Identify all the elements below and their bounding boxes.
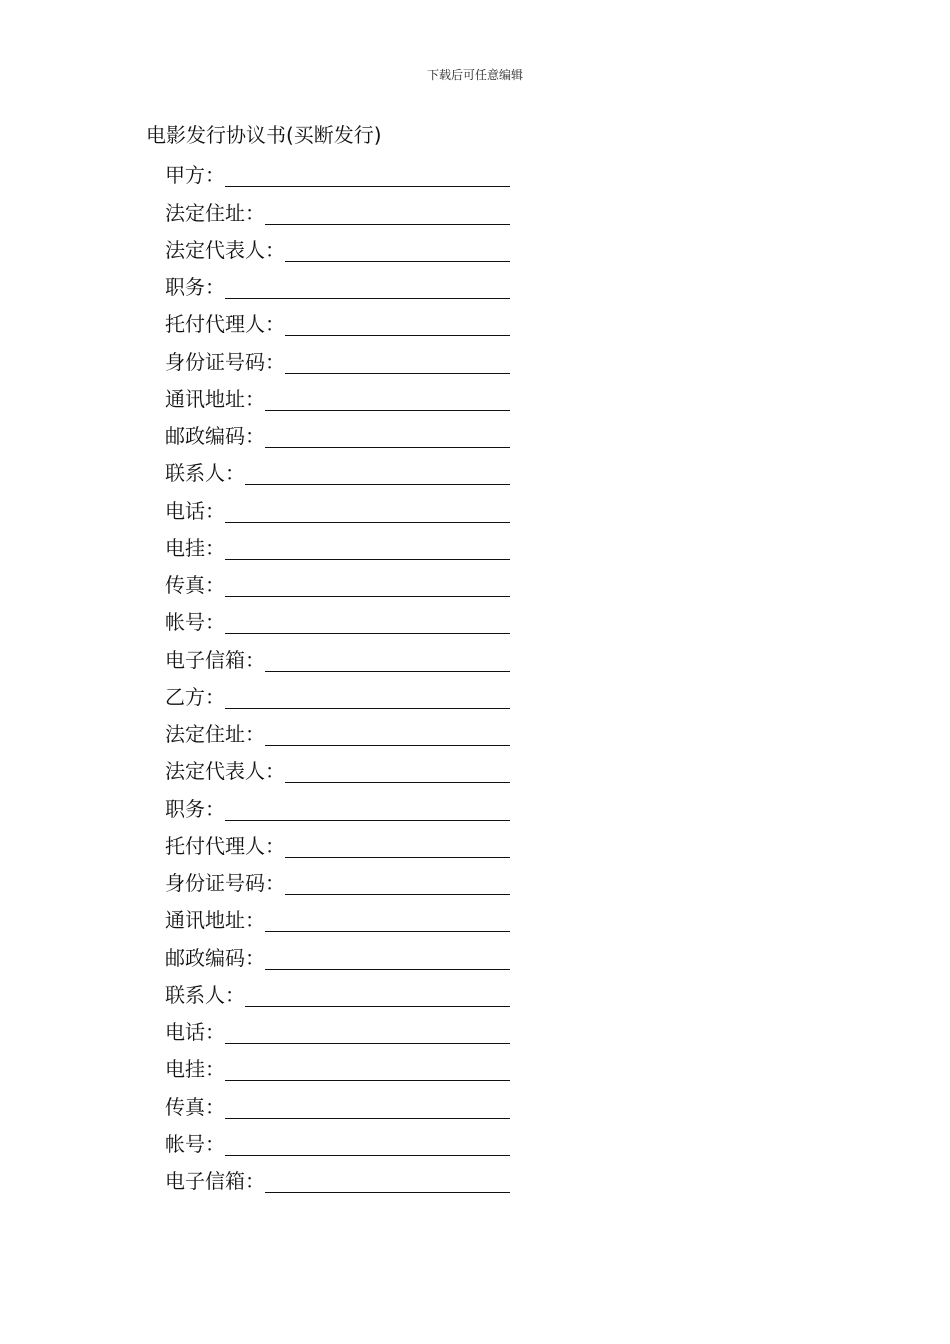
field-label: 邮政编码： <box>165 424 265 448</box>
party-a-contact-field <box>165 453 510 490</box>
fill-in-blank[interactable] <box>265 945 510 970</box>
field-label: 职务： <box>165 275 225 299</box>
field-label: 帐号： <box>165 610 225 635</box>
fill-in-blank[interactable] <box>285 349 510 374</box>
fill-in-blank[interactable] <box>225 535 510 560</box>
field-label: 联系人： <box>165 982 245 1007</box>
field-label: 帐号： <box>165 1131 225 1156</box>
party-b-contact-field <box>165 975 510 1012</box>
party-a-phone-field <box>165 490 510 527</box>
party-a-section <box>165 155 510 677</box>
fill-in-blank[interactable] <box>225 274 510 299</box>
field-label: 电子信箱： <box>165 647 265 672</box>
party-b-fax-field <box>165 1086 510 1123</box>
party-a-telegram-field <box>165 528 510 565</box>
fill-in-blank[interactable] <box>285 758 510 783</box>
party-a-position-field <box>165 267 510 304</box>
fill-in-blank[interactable] <box>265 386 510 411</box>
fill-in-blank[interactable] <box>245 460 510 485</box>
field-label: 传真： <box>165 573 225 597</box>
fill-in-blank[interactable] <box>265 647 510 672</box>
field-label: 职务： <box>165 796 225 821</box>
field-label: 身份证号码： <box>165 871 285 895</box>
party-a-address-field <box>165 192 510 229</box>
field-label: 电话： <box>165 498 225 523</box>
fill-in-blank[interactable] <box>285 833 510 858</box>
party-a-id-number-field <box>165 341 510 378</box>
field-label: 乙方： <box>165 684 225 709</box>
party-b-legal-rep-field <box>165 751 510 788</box>
fill-in-blank[interactable] <box>225 609 510 634</box>
field-label: 联系人： <box>165 461 245 486</box>
fill-in-blank[interactable] <box>225 796 510 821</box>
party-b-phone-field <box>165 1012 510 1049</box>
fill-in-blank[interactable] <box>265 721 510 746</box>
fill-in-blank[interactable] <box>225 684 510 709</box>
document-title: 电影发行协议书(买断发行) <box>146 123 382 147</box>
fill-in-blank[interactable] <box>225 162 510 187</box>
field-label: 法定住址： <box>165 200 265 225</box>
party-a-postal-code-field <box>165 416 510 453</box>
party-a-email-field <box>165 639 510 676</box>
fill-in-blank[interactable] <box>225 572 510 597</box>
party-a-fax-field <box>165 565 510 602</box>
party-b-section <box>165 677 510 1199</box>
party-b-mailing-address-field <box>165 900 510 937</box>
party-b-address-field <box>165 714 510 751</box>
party-b-position-field <box>165 788 510 825</box>
party-a-name-field <box>165 155 510 192</box>
party-b-account-field <box>165 1124 510 1161</box>
party-a-mailing-address-field <box>165 379 510 416</box>
field-label: 电子信箱： <box>165 1169 265 1193</box>
fill-in-blank[interactable] <box>265 907 510 932</box>
fill-in-blank[interactable] <box>285 311 510 336</box>
field-label: 托付代理人： <box>165 312 285 337</box>
fill-in-blank[interactable] <box>265 200 510 225</box>
fill-in-blank[interactable] <box>245 982 510 1007</box>
field-label: 通讯地址： <box>165 908 265 933</box>
field-label: 托付代理人： <box>165 833 285 858</box>
field-label: 法定代表人： <box>165 759 285 784</box>
party-b-postal-code-field <box>165 937 510 974</box>
field-label: 甲方： <box>165 163 225 188</box>
field-label: 电挂： <box>165 535 225 560</box>
party-b-email-field <box>165 1161 510 1198</box>
fill-in-blank[interactable] <box>225 1019 510 1044</box>
fill-in-blank[interactable] <box>285 870 510 895</box>
party-a-agent-field <box>165 304 510 341</box>
fill-in-blank[interactable] <box>265 423 510 448</box>
party-b-id-number-field <box>165 863 510 900</box>
fill-in-blank[interactable] <box>285 237 510 262</box>
party-a-account-field <box>165 602 510 639</box>
party-a-legal-rep-field <box>165 230 510 267</box>
fill-in-blank[interactable] <box>225 1056 510 1081</box>
field-label: 传真： <box>165 1094 225 1119</box>
field-label: 法定代表人： <box>165 237 285 262</box>
page-header-note: 下载后可任意编辑 <box>426 68 523 82</box>
fill-in-blank[interactable] <box>225 1094 510 1119</box>
field-label: 邮政编码： <box>165 945 265 970</box>
fill-in-blank[interactable] <box>265 1168 510 1193</box>
contract-party-fields <box>165 155 510 1198</box>
party-b-agent-field <box>165 826 510 863</box>
field-label: 通讯地址： <box>165 386 265 411</box>
fill-in-blank[interactable] <box>225 498 510 523</box>
field-label: 身份证号码： <box>165 349 285 374</box>
party-b-telegram-field <box>165 1049 510 1086</box>
party-b-name-field <box>165 677 510 714</box>
field-label: 法定住址： <box>165 722 265 746</box>
fill-in-blank[interactable] <box>225 1131 510 1156</box>
field-label: 电挂： <box>165 1057 225 1082</box>
field-label: 电话： <box>165 1020 225 1044</box>
